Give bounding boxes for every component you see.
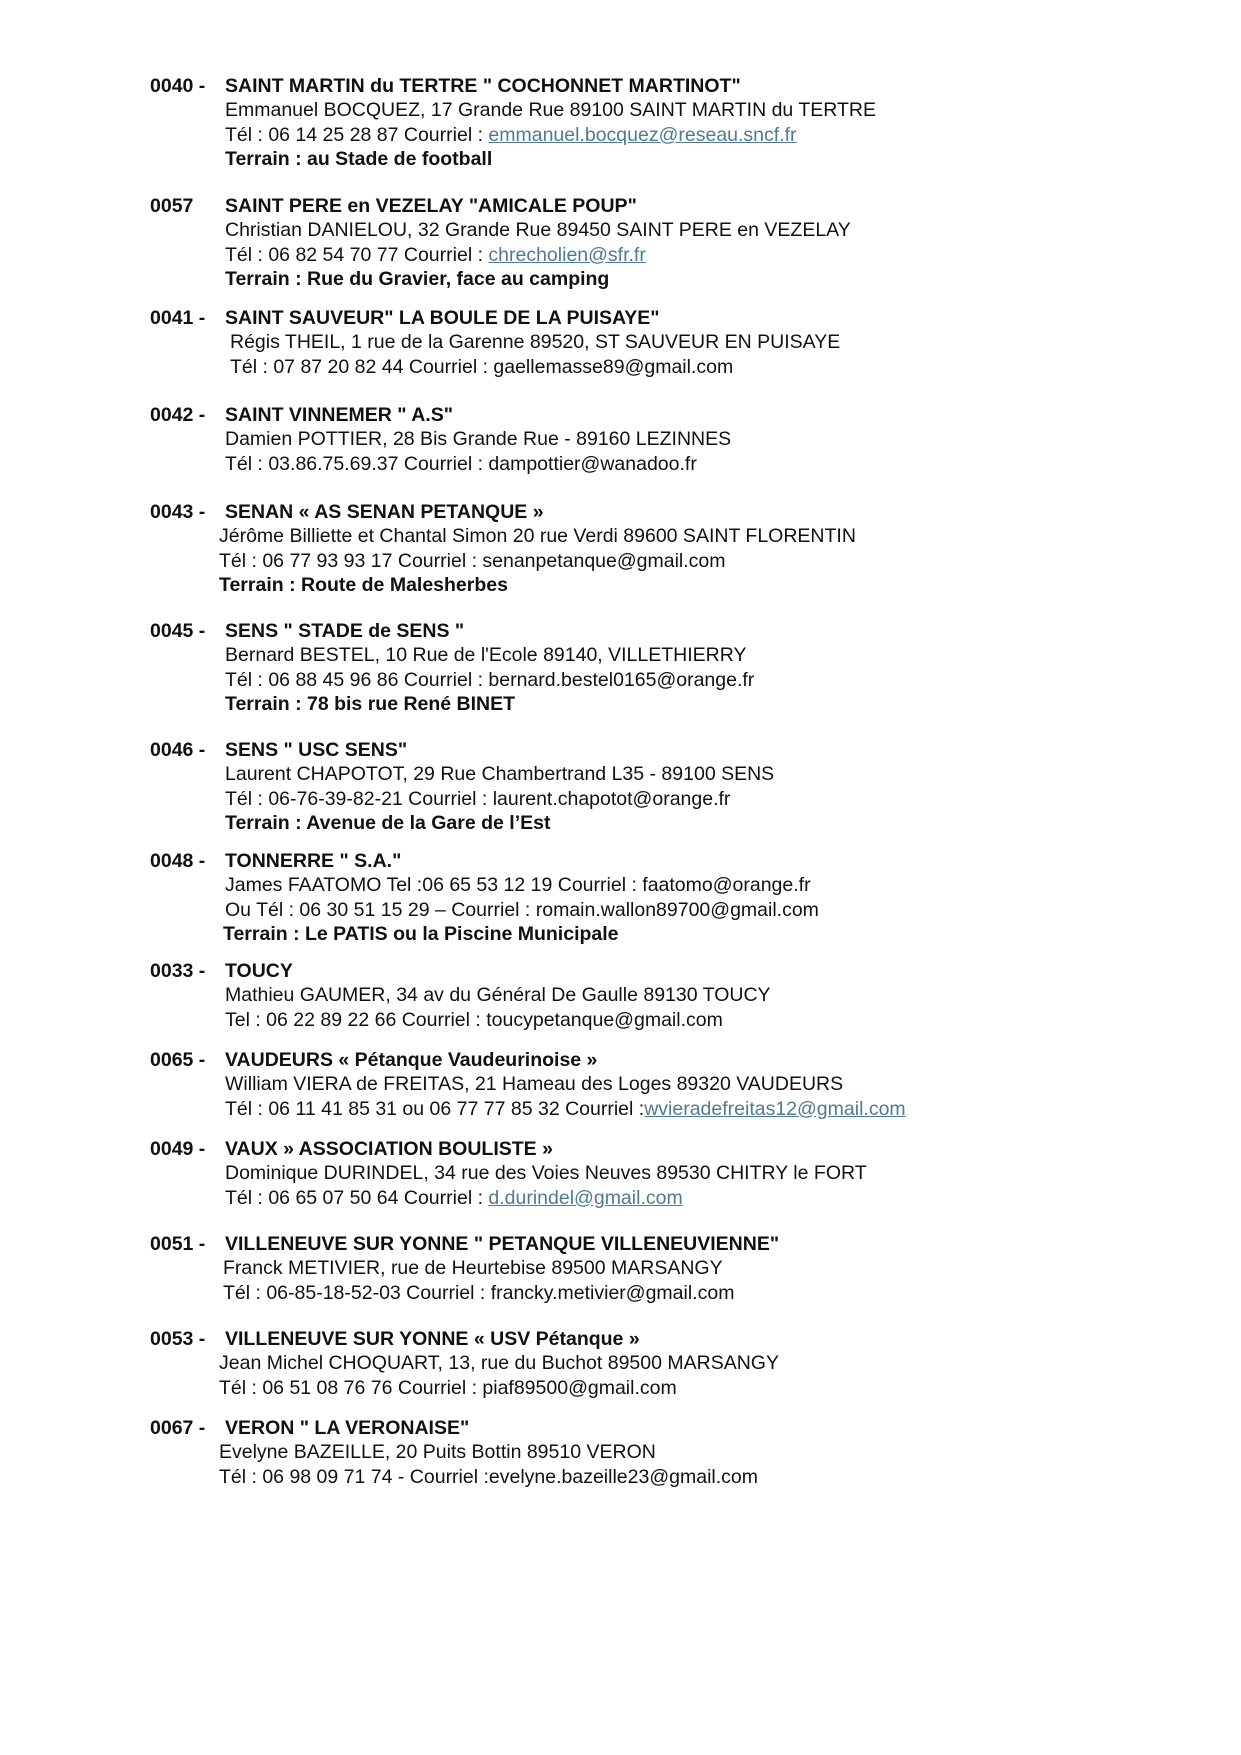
entry-header [150,1048,1150,1072]
entry-header [150,1416,1150,1440]
contact-line [230,330,840,354]
entry-detail-line [150,762,1150,786]
entry-header [150,849,1150,873]
email-link[interactable]: wvieradefreitas12@gmail.com [644,1097,906,1120]
entry-detail-line [150,1376,1150,1400]
email-link[interactable]: d.durindel@gmail.com [488,1186,683,1209]
contact-line [225,787,730,811]
contact-line [225,1008,723,1032]
detail-text: Laurent CHAPOTOT, 29 Rue Chambertrand L35 - 89100 SENS [225,763,775,786]
detail-text: Franck METIVIER, rue de Heurtebise 89500 MARSANGY [223,1257,723,1280]
club-name: SENS " STADE de SENS " [225,620,465,642]
club-entry [150,1048,1150,1121]
detail-text: Tél : 06 82 54 70 77 Courriel : [225,243,489,266]
entry-header [150,403,1150,427]
detail-text: Evelyne BAZEILLE, 20 Puits Bottin 89510 VERON [219,1441,656,1464]
contact-line [225,873,811,897]
entry-detail-line [150,1008,1150,1032]
detail-text: Terrain : Avenue de la Gare de l’Est [225,811,551,834]
entry-detail-line [150,330,1150,354]
entry-header [150,74,1150,98]
contact-line [225,898,819,922]
club-entry [150,849,1150,946]
club-code: 0033 - [150,960,206,982]
contact-line [225,452,697,476]
club-code: 0049 - [150,1138,206,1160]
entry-detail-line [150,147,1150,171]
detail-text: Tél : 06 88 45 96 86 Courriel : bernard.bestel0165@orange.fr [225,668,755,691]
entry-header [150,1137,1150,1161]
entry-detail-line [150,1281,1150,1305]
entry-header [150,738,1150,762]
club-code: 0057 [150,195,194,217]
contact-line [230,355,733,379]
detail-text: Tél : 06 14 25 28 87 Courriel : [225,123,489,146]
entry-header [150,1327,1150,1351]
entry-header [150,194,1150,218]
detail-text: Tél : 06-85-18-52-03 Courriel : francky.metivier@gmail.com [223,1281,735,1304]
contact-line [219,1376,677,1400]
club-entry [150,306,1150,379]
detail-text: Mathieu GAUMER, 34 av du Général De Gaulle 89130 TOUCY [225,984,771,1007]
entry-detail-line [150,668,1150,692]
detail-text: Terrain : Le PATIS ou la Piscine Municipale [223,922,619,945]
club-name: VAUX » ASSOCIATION BOULISTE » [225,1138,553,1160]
detail-text: Tél : 06 98 09 71 74 - Courriel :evelyne.bazeille23@gmail.com [219,1465,758,1488]
club-name: SENAN « AS SENAN PETANQUE » [225,501,544,523]
entry-detail-line [150,922,1150,946]
entry-detail-line [150,1161,1150,1185]
detail-text: Emmanuel BOCQUEZ, 17 Grande Rue 89100 SAINT MARTIN du TERTRE [225,99,876,122]
club-entry [150,738,1150,835]
entry-detail-line [150,643,1150,667]
club-name: TONNERRE " S.A." [225,850,402,872]
contact-line [219,1351,779,1375]
email-link[interactable]: chrecholien@sfr.fr [488,243,646,266]
entry-header [150,306,1150,330]
club-code: 0067 - [150,1417,206,1439]
terrain-line [225,147,492,171]
club-name: SAINT SAUVEUR" LA BOULE DE LA PUISAYE" [225,307,660,329]
club-code: 0043 - [150,501,206,523]
contact-line [219,1440,656,1464]
detail-text: Ou Tél : 06 30 51 15 29 – Courriel : romain.wallon89700@gmail.com [225,898,819,921]
entry-detail-line [150,427,1150,451]
contact-line [225,123,797,147]
entry-detail-line [150,1256,1150,1280]
detail-text: Tél : 06 51 08 76 76 Courriel : piaf89500@gmail.com [219,1376,677,1399]
contact-line [225,1186,683,1210]
club-name: SAINT VINNEMER " A.S" [225,404,453,426]
club-name: VILLENEUVE SUR YONNE « USV Pétanque » [225,1328,640,1350]
detail-text: Dominique DURINDEL, 34 rue des Voies Neuves 89530 CHITRY le FORT [225,1162,867,1185]
club-entry [150,1232,1150,1305]
entry-detail-line [150,98,1150,122]
entry-detail-line [150,524,1150,548]
contact-line [219,549,726,573]
club-name: VAUDEURS « Pétanque Vaudeurinoise » [225,1049,598,1071]
club-name: VILLENEUVE SUR YONNE " PETANQUE VILLENEUVIENNE" [225,1233,780,1255]
contact-line [219,524,856,548]
entry-detail-line [150,355,1150,379]
detail-text: Tél : 07 87 20 82 44 Courriel : gaellemasse89@gmail.com [230,355,734,378]
club-name: VERON " LA VERONAISE" [225,1417,470,1439]
terrain-line [223,922,619,946]
entry-detail-line [150,1186,1150,1210]
contact-line [225,427,731,451]
club-code: 0045 - [150,620,206,642]
club-name: SAINT MARTIN du TERTRE " COCHONNET MARTINOT" [225,75,741,97]
detail-text: Jean Michel CHOQUART, 13, rue du Buchot 89500 MARSANGY [219,1352,779,1375]
detail-text: Terrain : au Stade de football [225,147,493,170]
terrain-line [225,267,609,291]
club-code: 0046 - [150,739,206,761]
terrain-line [225,692,515,716]
detail-text: Tél : 06 11 41 85 31 ou 06 77 77 85 32 Courriel : [225,1097,645,1120]
entry-header [150,1232,1150,1256]
detail-text: William VIERA de FREITAS, 21 Hameau des Loges 89320 VAUDEURS [225,1073,844,1096]
club-entry [150,74,1150,171]
club-entry [150,959,1150,1032]
entry-detail-line [150,1351,1150,1375]
entry-header [150,500,1150,524]
detail-text: Terrain : Route de Malesherbes [219,573,508,596]
entry-detail-line [150,983,1150,1007]
club-code: 0048 - [150,850,206,872]
entry-detail-line [150,267,1150,291]
club-code: 0040 - [150,75,206,97]
club-entry [150,619,1150,716]
club-entry [150,500,1150,597]
detail-text: James FAATOMO Tel :06 65 53 12 19 Courriel : faatomo@orange.fr [225,874,811,897]
club-code: 0053 - [150,1328,206,1350]
entry-detail-line [150,787,1150,811]
club-entry [150,1416,1150,1489]
entry-detail-line [150,692,1150,716]
contact-line [225,762,774,786]
club-entry [150,1137,1150,1210]
detail-text: Jérôme Billiette et Chantal Simon 20 rue Verdi 89600 SAINT FLORENTIN [219,525,856,548]
contact-line [225,1072,843,1096]
entry-detail-line [150,549,1150,573]
entry-detail-line [150,1440,1150,1464]
contact-line [225,98,876,122]
contact-line [225,983,771,1007]
detail-text: Terrain : Rue du Gravier, face au camping [225,267,610,290]
club-name: TOUCY [225,960,293,982]
detail-text: Damien POTTIER, 28 Bis Grande Rue - 89160 LEZINNES [225,428,732,451]
contact-line [225,643,746,667]
entry-header [150,959,1150,983]
contact-line [219,1465,758,1489]
detail-text: Terrain : 78 bis rue René BINET [225,692,516,715]
detail-text: Régis THEIL, 1 rue de la Garenne 89520, ST SAUVEUR EN PUISAYE [230,331,841,354]
contact-line [225,243,646,267]
entry-detail-line [150,573,1150,597]
entry-detail-line [150,243,1150,267]
club-code: 0065 - [150,1049,206,1071]
detail-text: Tél : 06 65 07 50 64 Courriel : [225,1186,489,1209]
club-name: SENS " USC SENS" [225,739,408,761]
detail-text: Bernard BESTEL, 10 Rue de l'Ecole 89140, VILLETHIERRY [225,644,747,667]
club-code: 0042 - [150,404,206,426]
detail-text: Tél : 06-76-39-82-21 Courriel : laurent.chapotot@orange.fr [225,787,731,810]
club-entry [150,194,1150,291]
entry-detail-line [150,811,1150,835]
entry-detail-line [150,452,1150,476]
entry-detail-line [150,1072,1150,1096]
club-entry [150,403,1150,476]
contact-line [225,218,851,242]
detail-text: Tel : 06 22 89 22 66 Courriel : toucypetanque@gmail.com [225,1008,723,1031]
contact-line [225,1097,906,1121]
detail-text: Christian DANIELOU, 32 Grande Rue 89450 SAINT PERE en VEZELAY [225,219,851,242]
contact-line [225,668,754,692]
entry-header [150,619,1150,643]
entry-detail-line [150,873,1150,897]
contact-line [223,1281,734,1305]
detail-text: Tél : 03.86.75.69.37 Courriel : dampottier@wanadoo.fr [225,452,697,475]
detail-text: Tél : 06 77 93 93 17 Courriel : senanpetanque@gmail.com [219,549,726,572]
entry-detail-line [150,218,1150,242]
entry-detail-line [150,898,1150,922]
entry-detail-line [150,1097,1150,1121]
contact-line [225,1161,867,1185]
club-code: 0041 - [150,307,206,329]
contact-line [223,1256,723,1280]
club-entry [150,1327,1150,1400]
entry-detail-line [150,123,1150,147]
entry-detail-line [150,1465,1150,1489]
terrain-line [219,573,508,597]
club-name: SAINT PERE en VEZELAY "AMICALE POUP" [225,195,637,217]
club-code: 0051 - [150,1233,206,1255]
terrain-line [225,811,550,835]
email-link[interactable]: emmanuel.bocquez@reseau.sncf.fr [488,123,797,146]
